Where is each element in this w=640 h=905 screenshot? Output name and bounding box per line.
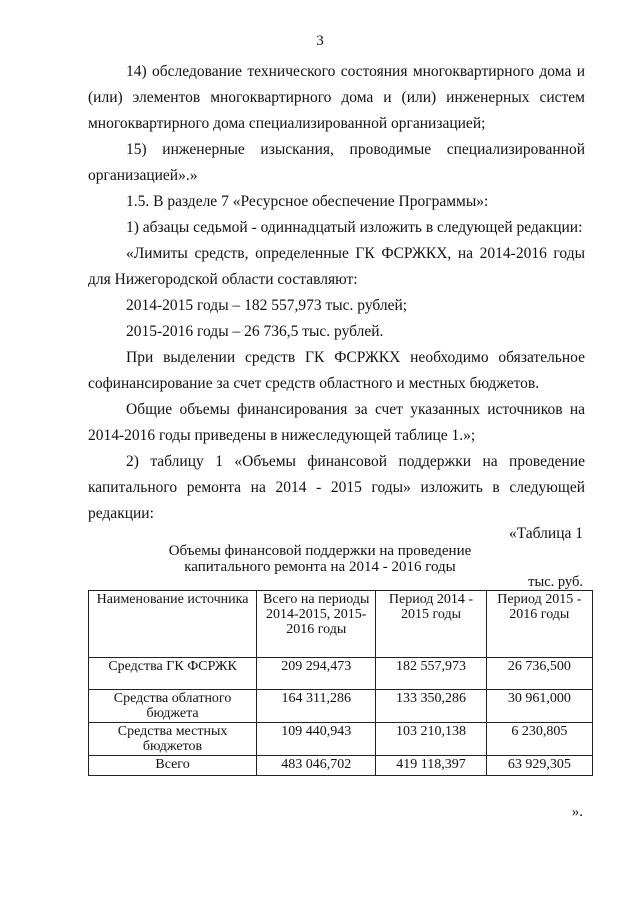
row-period-2: 6 230,805 xyxy=(486,723,592,756)
years-2014-2015: 2014-2015 годы – 182 557,973 тыс. рублей; xyxy=(126,297,408,314)
row-period-2: 63 929,305 xyxy=(486,756,592,776)
item-2-line3: редакции: xyxy=(88,505,154,522)
row-total: 109 440,943 xyxy=(257,723,376,756)
header-period-2015-2016: Период 2015 - 2016 годы xyxy=(486,591,592,658)
item-1: 1) абзацы седьмой - одиннадцатый изложить в следующей редакции: xyxy=(126,219,583,236)
row-total: 164 311,286 xyxy=(257,690,376,723)
table-row xyxy=(89,690,593,723)
row-period-1: 182 557,973 xyxy=(376,658,486,690)
total-volumes-line2: 2014-2016 годы приведены в нижеследующей таблице 1.»; xyxy=(88,427,476,444)
financing-table xyxy=(88,590,593,776)
row-period-2: 26 736,500 xyxy=(486,658,592,690)
table-row-total xyxy=(89,756,593,776)
page-number: 3 xyxy=(316,33,324,49)
paragraph-14-line2: (или) элементов многоквартирного дома и (или) инженерных систем xyxy=(88,89,585,106)
row-total: 209 294,473 xyxy=(257,658,376,690)
table-row xyxy=(89,723,593,756)
limits-line2: для Нижегородской области составляют: xyxy=(88,271,358,288)
closing-quote: ». xyxy=(571,804,583,820)
section-1-5: 1.5. В разделе 7 «Ресурсное обеспечение Программы»: xyxy=(126,193,489,210)
row-source: Средства облатного бюджета xyxy=(89,690,257,723)
paragraph-14-line3: многоквартирного дома специализированной организацией; xyxy=(88,115,486,132)
years-2015-2016: 2015-2016 годы – 26 736,5 тыс. рублей. xyxy=(126,323,384,340)
cofinancing-line2: софинансирование за счет средств областного и местных бюджетов. xyxy=(88,375,540,392)
row-total: 483 046,702 xyxy=(257,756,376,776)
row-source: Всего xyxy=(89,756,257,776)
paragraph-14-line1: 14) обследование технического состояния многоквартирного дома и xyxy=(126,63,585,80)
limits-line1: «Лимиты средств, определенные ГК ФСРЖКХ, на 2014-2016 годы xyxy=(126,245,585,262)
cofinancing-line1: При выделении средств ГК ФСРЖКХ необходимо обязательное xyxy=(126,349,585,366)
total-volumes-line1: Общие объемы финансирования за счет указанных источников на xyxy=(126,401,585,418)
row-source: Средства местных бюджетов xyxy=(89,723,257,756)
row-period-1: 103 210,138 xyxy=(376,723,486,756)
table-caption-line2: капитального ремонта на 2014 - 2016 годы xyxy=(184,559,456,575)
item-2-line2: капитального ремонта на 2014 - 2015 годы» изложить в следующей xyxy=(88,479,585,496)
row-period-1: 133 350,286 xyxy=(376,690,486,723)
header-period-2014-2015: Период 2014 - 2015 годы xyxy=(376,591,486,658)
table-label: «Таблица 1 xyxy=(508,525,583,542)
row-period-2: 30 961,000 xyxy=(486,690,592,723)
item-2-line1: 2) таблицу 1 «Объемы финансовой поддержки на проведение xyxy=(126,453,585,470)
row-source: Средства ГК ФСРЖК xyxy=(89,658,257,690)
row-period-1: 419 118,397 xyxy=(376,756,486,776)
table-header-row xyxy=(89,591,593,658)
paragraph-15-line1: 15) инженерные изыскания, проводимые специализированной xyxy=(126,141,585,158)
paragraph-15-line2: организацией».» xyxy=(88,167,198,184)
header-total: Всего на периоды 2014-2015, 2015- 2016 годы xyxy=(257,591,376,658)
table-caption-line1: Объемы финансовой поддержки на проведение xyxy=(168,543,472,559)
table-row xyxy=(89,658,593,690)
table-unit: тыс. руб. xyxy=(528,574,583,590)
header-source: Наименование источника xyxy=(89,591,257,658)
